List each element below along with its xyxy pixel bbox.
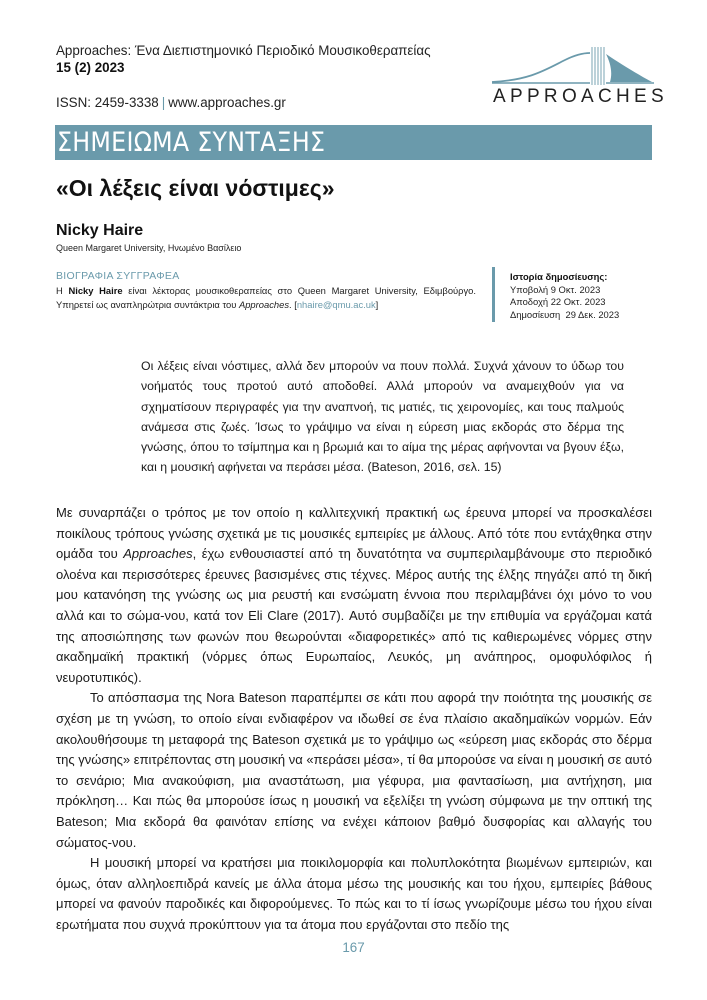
- article-title: «Οι λέξεις είναι νόστιμες»: [56, 175, 335, 201]
- history-accepted: Αποδοχή 22 Οκτ. 2023: [510, 296, 606, 308]
- separator: |: [161, 95, 166, 110]
- epigraph-quote: Οι λέξεις είναι νόστιμες, αλλά δεν μπορούν να πουν πολλά. Συχνά χάνουν το ύδωρ του νοήματός τους προτού αυτό αποδοθεί. Αλλά μπορούν να αναμειχθούν για να σχηματίσουν περιγραφές για την αναπνοή, τις ματιές, τις χειρονομίες, και τους παλμούς ανάμεσα στις ζωές. Ίσως το γράψιμο να είναι η εύρεση μιας εκδοράς στο δέρμα της γνώσης, όπου το τσίμπημα και η βρωμιά και το αίμα της μέρας αφήνονται να βγουν έξω, και η μουσική αφήνεται να περάσει μέσα. (Bateson, 2016, σελ. 15): [141, 359, 624, 475]
- website-link[interactable]: www.approaches.gr: [168, 95, 286, 110]
- body-paragraph-1: [56, 503, 652, 688]
- body-paragraph-2: Το απόσπασμα της Nora Bateson παραπέμπει σε κάτι που αφορά την ποιότητα της μουσικής σε σχέση με τη γνώση, το οποίο είναι ενδιαφέρον να ιδωθεί σε ένα πλαίσιο ακαδημαϊκών νορμών. Εάν ακολουθήσουμε τη μεταφορά της Bateson σχετικά με το γράψιμο ως «εύρεση μιας εκδοράς στο δέρμα της γνώσης» επιτρέποντας στη μουσική να «περάσει μέσα», τί θα μπορούσε να είναι η μουσική σε αυτό το σενάριο; Μια ανακούφιση, μια αναστάτωση, μια γέφυρα, μια φαντασίωση, μια αντήχηση, μια πρόκληση… Και πώς θα μπορούσε ίσως η μουσική να εξελίξει τη γνώση σύμφωνα με την οπτική της Bateson; Μια εκδορά θα φαινόταν επίσης να ενέχει κάποιον βαθμό δυσφορίας και αλλαγής του σώματος-νου.: [56, 690, 652, 850]
- page-number: 167: [342, 940, 365, 955]
- journal-issue: 15 (2) 2023: [56, 60, 125, 75]
- bio-text-2: . [: [289, 299, 297, 310]
- history-divider: [492, 267, 495, 322]
- bio-heading: ΒΙΟΓΡΑΦΙΑ ΣΥΓΓΡΑΦΕΑ: [56, 270, 180, 282]
- history-published: Δημοσίευση 29 Δεκ. 2023: [510, 309, 620, 321]
- bio-text-1: είναι λέκτορας μουσικοθεραπείας στο Queen Margaret University, Εδιμβούργο. Υπηρετεί ως αναπληρώτρια συντάκτρια του: [56, 285, 476, 310]
- body-paragraph-3: Η μουσική μπορεί να κρατήσει μια ποικιλομορφία και πολυπλοκότητα βιωμένων εμπειριών, και όμως, όταν αλληλοεπιδρά κανείς με άλλα άτομα μέσω της μουσικής και του ήχου, εμπειρίες βάθους μπορεί να φανούν παροδικές και διφορούμενες. Το πώς και το τί ίσως γνωρίζουμε μέσω του ήχου είναι ερωτήματα που συχνά προκύπτουν για τα άτομα που εργάζονται στο πεδίο της: [56, 855, 652, 932]
- section-label: ΣΗΜΕΙΩΜΑ ΣΥΝΤΑΞΗΣ: [57, 127, 326, 158]
- issn-line: [56, 95, 286, 110]
- section-banner: [55, 125, 652, 160]
- bio-text: [56, 284, 476, 312]
- journal-name: Approaches: Ένα Διεπιστημονικό Περιοδικό Μουσικοθεραπείας: [56, 43, 431, 58]
- bio-journal-name: Approaches: [238, 299, 290, 310]
- history-heading: Ιστορία δημοσίευσης:: [510, 271, 608, 282]
- body-text: Με συναρπάζει ο τρόπος με τον οποίο η καλλιτεχνική πρακτική ως έρευνα μπορεί να προσκαλέσει ποικίλους τρόπους γνώσης σχετικά με τις μουσικές εμπειρίες με άλλους. Από τότε που εντάχθηκα στην ομάδα του: [56, 505, 652, 562]
- journal-name-italic: Approaches: [123, 546, 193, 562]
- author-name: Nicky Haire: [56, 222, 144, 239]
- body-text: , έχω ενθουσιαστεί από τη δυνατότητα να συμπεριλαμβάνουμε στο περιοδικό ολοένα και περισσότερες έρευνες βασισμένες στις τέχνες. Μέρος αυτής της έλξης πηγάζει από τη δική μου κατανόηση της γνώσης ως μια ρευστή και ενσώματη έννοια που περιλαμβάνει όχι μόνο το νου αλλά και το σώμα-νου, κατά τον Eli Clare (2017). Αυτό συμβαδίζει με την επιθυμία να εργάζομαι κατά της αποσιώπησης των φωνών που θεωρούνται «διαφορετικές» από τις καθιερωμένες νόρμες στην ακαδημαϊκή πρακτική (νόρμες όπως Ευρωπαίος, Λευκός, μη ανάπηρος, ομοφυλόφιλος ή νευροτυπικός).: [56, 546, 652, 685]
- bio-text-3: ]: [375, 299, 379, 310]
- history-submitted: Υποβολή 9 Οκτ. 2023: [510, 283, 601, 295]
- bio-author-name: Nicky Haire: [68, 285, 123, 296]
- author-email-link[interactable]: nhaire@qmu.ac.uk: [296, 299, 376, 310]
- author-affiliation: Queen Margaret University, Ηνωμένο Βασίλειο: [56, 243, 242, 253]
- logo-text: APPROACHES: [493, 86, 668, 107]
- bio-prefix: Η: [56, 285, 69, 296]
- publication-history: [510, 271, 619, 322]
- issn: ISSN: 2459-3338: [56, 95, 159, 110]
- article-body: [56, 503, 652, 935]
